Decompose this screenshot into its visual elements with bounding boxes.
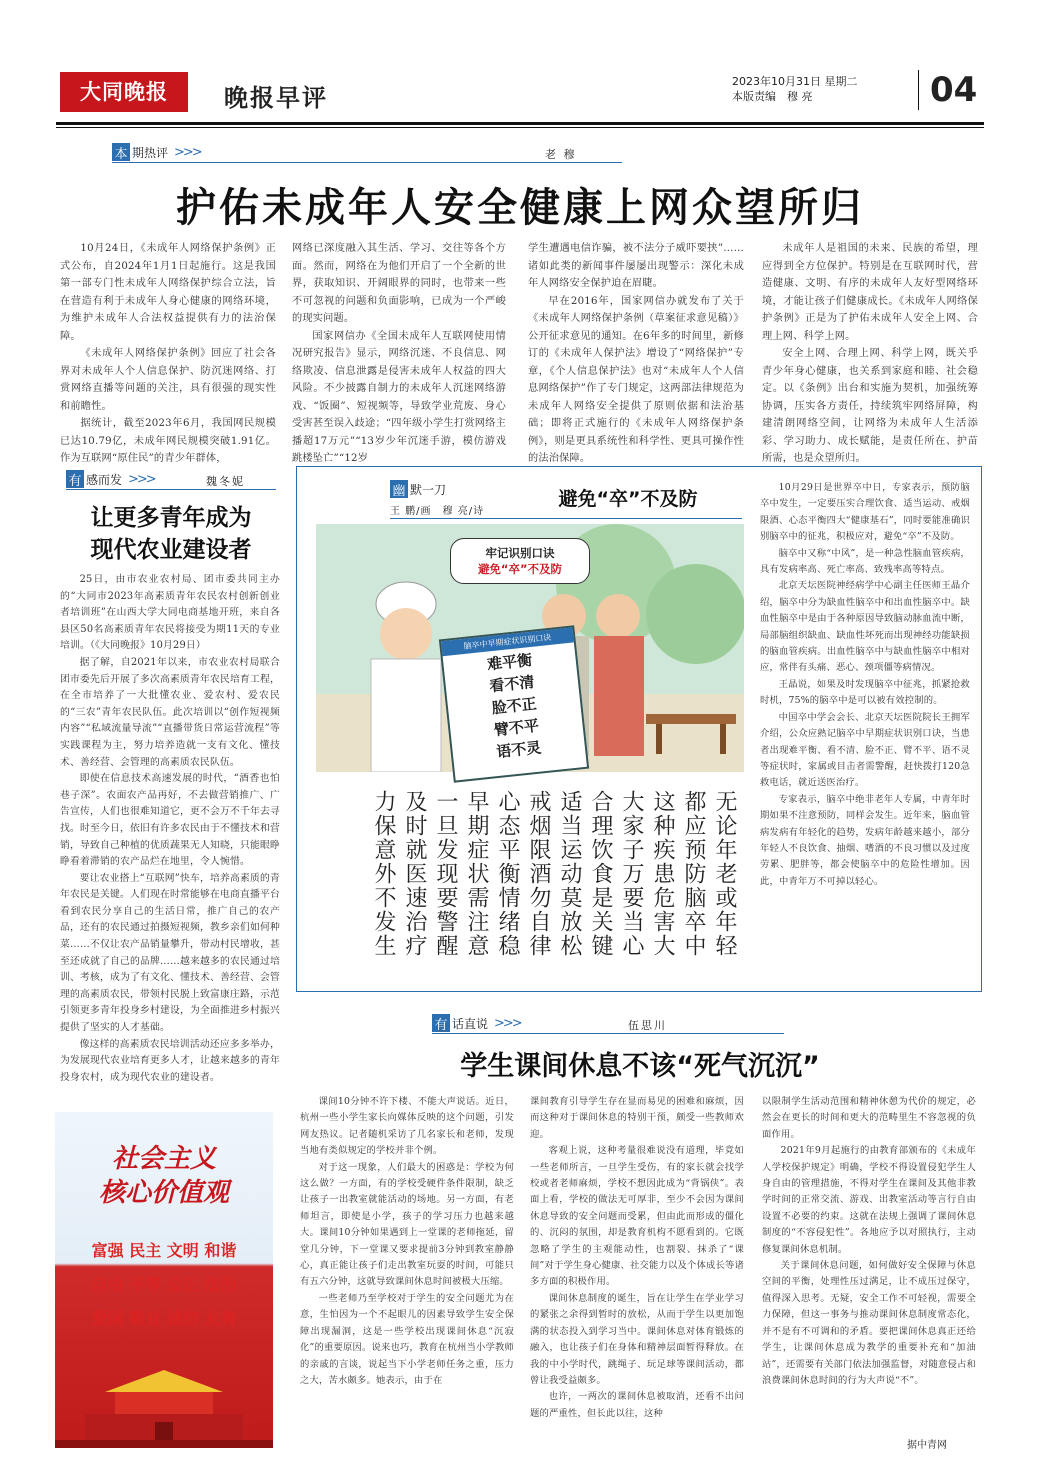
newspaper-logo: 大同晚报	[60, 72, 188, 112]
warning-sign: 脑卒中早期症状识别口诀 难平衡 看不清 脸不正 臂不平 语不灵	[439, 625, 589, 782]
article-body: 25日，由市农业农村局、团市委共同主办的“大同市2023年高素质青年农民农村创新创业者培训班”在山西大学大同电商基地开班，来自各县区50名高素质青年农民将接受为期11天的专业培训。（《大同晚报》10月29日） 据了解，自2021年以来，市农业农村局联合团市委先后开展了多次高素质青年农民培育工程，在全市培养了一大批懂农业、爱农村、爱农民的“三农”青年农民队伍。此次培训以“创作短视频内容”“私域流量导流”“直播带货日常运营流程”等实践课程为主，努力培养造就一支有文化、懂技术、善经营、会管理的高素质农民队伍。 即使在信息技术高速发展的时代，“酒香也怕巷子深”。农面农产品再好，不去做营销推广、广告宣传，人们也很难知道它，更不会万不千年去寻找。时至今日，依旧有许多农民由于不懂技术和营销，导致自己种植的优质蔬果无人知晓，只能眼睁睁看着滞销的农产品烂在地里，令人惋惜。 要让农业搭上“互联网”快车，培养高素质的青年农民是关键。人们现在时常能够在电商直播平台看到农民分享自己的生活日常，推广自己的农产品，还有的农民通过拍摄短视频，教乡亲们如何种菜……不仅让农产品销量攀升，带动村民增收，甚至还成就了自己的品牌……越来越多的农民通过培训、考核，成为了有文化、懂技术、善经营、会管理的高素质农民，带领村民脱上致富康庄路，示范引领更多青年投身乡村建设，为全面推进乡村振兴提供了坚实的人才基础。 像这样的高素质农民培训活动还应多多举办，为发展现代农业培育更多人才，让越来越多的青年投身农村，成为现代农业的建设者。	[60, 574, 280, 1083]
article-headline: 护佑未成年人安全健康上网众望所归	[176, 185, 864, 231]
article-column-1: 10月24日，《未成年人网络保护条例》正式公布，自2024年1月1日起施行。这是我国第一部专门性未成年人网络保护综合立法，旨在营造有利于未成年人身心健康的网络环境，为维护未成年人合法权益提供有力的法治保障。 《未成年人网络保护条例》回应了社会各界对未成年人个人信息保护、防沉迷网络、打赏网络直播等问题的关注，具有很强的现实性和前瞻性。 据统计，截至2023年6月，我国网民规模已达10.79亿，未成年网民规模突破1.91亿。作为互联网“原住民”的青少年群体，	[60, 243, 276, 464]
tag-underline	[66, 489, 276, 490]
chevron-right-icon: >>>	[174, 144, 201, 160]
article-column-2: 课间教育引导学生存在显而易见的困难和麻烦，因而这种对于课间休息的特别干预，颇受一些教师欢迎。 客观上说，这种考量很难说没有道理，毕竟如一些老师所言，一旦学生受伤，有的家长就会找学校或者老师麻烦，学校不想因此成为“背锅侠”。表面上看，学校的做法无可厚非，至少不会因为课间休息导致的安全问题而受累，但由此而形成的僵化的、沉闷的氛围，却是教育机构不愿看到的。它既忽略了学生的主观能动性，也割裂、抹杀了“课间”对于学生身心健康、社交能力以及个体成长等诸多方面的积极作用。 课间休息制度的诞生，旨在让学生在学业学习的紧张之余得到暂时的放松，从而于学生以更加饱满的状态投入到学习当中。课间休息对体育锻炼的融入，也让孩子们在身体和精神层面暂得释放。在我的中小学时代，跳绳子、玩足球等课间活动，都曾让我受益颇多。 也许，一两次的课间休息被取消，还看不出问题的严重性，但长此以往，这种	[530, 1096, 744, 1419]
poster-title-1: 社会主义	[111, 1144, 216, 1174]
divider	[918, 70, 919, 110]
article-author: 伍思川	[628, 1019, 667, 1032]
poster-row: 爱国 敬业 诚信 友善	[91, 1309, 237, 1328]
poster-title-2: 核心价值观	[98, 1178, 229, 1208]
column-tag: 幽 默一刀	[390, 480, 446, 498]
article-column-3: 以限制学生活动范围和精神休憩为代价的规定，必然会在更长的时间和更大的范畴里生不容忽视的负面作用。 2021年9月起施行的由教育部颁布的《未成年人学校保护规定》明确，学校不得设置侵犯学生人身自由的管理措施，不得对学生在课间及其他非教学时间的正常交流、游戏、出教室活动等言行自由设置不必要的约束。这就在法规上强调了课间休息制度的“不容侵犯性”。各地应予以对照执行，主动修复课间休息机制。 关于课间休息问题，如何做好安全保障与休息空间的平衡，处理性压过满足，让不成压过保守，值得深入思考。无疑，安全工作不可轻视，需要全力保障，但这一事务与推动课间休息制度常态化，并不是有不可调和的矛盾。要把课间休息真正还给学生，让课间休息成为教学的重要补充和“加油站”，还需要有关部门依法加强监督，对随意侵占和浪费课间休息时间的行为大声说“不”。	[762, 1096, 976, 1386]
poster-row: 自由 平等 公正 法治	[91, 1275, 237, 1294]
speech-bubble: 牢记识别口诀 避免“卒”不及防	[450, 538, 590, 584]
tag-underline	[112, 162, 622, 163]
page-editor: 本版责编 穆 亮	[732, 90, 813, 103]
article-author: 老 穆	[545, 148, 577, 161]
article-column-4: 未成年人是祖国的未来、民族的希望，理应得到全方位保护。特别是在互联网时代，营造健康、文明、有序的未成年人友好型网络环境，才能让孩子们健康成长。《未成年人网络保护条例》正是为了护佑未成年人安全上网、合理上网、科学上网。 安全上网、合理上网、科学上网，既关乎青少年身心健康，也关系到家庭和睦、社会稳定。以《条例》出台和实施为契机，加强统筹协调，压实各方责任，持续筑牢网络屏障，构建清朗网络空间，让网络为未成年人生活添彩、学习助力、成长赋能，是责任所在、护苗所需，也是众望所归。	[762, 243, 978, 464]
tag-underline	[432, 1033, 784, 1034]
column-tag: 有 话直说 >>>	[432, 1014, 521, 1032]
issue-info	[732, 74, 858, 104]
article-column-3: 学生遭遇电信诈骗，被不法分子威吓要挟”……诸如此类的新闻事件屡屡出现警示：深化未成年人网络安全保护迫在眉睫。 早在2016年，国家网信办就发布了关于《未成年人网络保护条例（草案征求意见稿）》公开征求意见的通知。在6年多的时间里，新修订的《未成年人保护法》增设了“网络保护”专章，《个人信息保护法》也对“未成年人个人信息网络保护”作了专门规定，这两部法律规范为未成年人网络安全提供了原则依据和法治基础；即将正式施行的《未成年人网络保护条例》，则是更具系统性和科学性、更具可操作性的法治保障。	[528, 243, 744, 464]
cartoon-credits: 王 鹏/画 穆 亮/诗	[390, 506, 485, 517]
cartoon-title: 避免“卒”不及防	[558, 488, 698, 510]
chevron-right-icon: >>>	[128, 471, 155, 487]
health-article: 10月29日是世界卒中日，专家表示，预防脑卒中发生，一定要压实合理饮食、适当运动、戒烟限酒、心态平衡四大“健康基石”，同时要能准确识别脑卒中的征兆，积极应对，避免“卒”不及防。 脑卒中又称“中风”，是一种急性脑血管疾病，具有发病率高、死亡率高、致残率高等特点。 北京天坛医院神经病学中心副主任医师王晶介绍，脑卒中分为缺血性脑卒中和出血性脑卒中。缺血性脑卒中是由于各种原因导致脑动脉血流中断，局部脑组织缺血、缺血性坏死而出现神经功能缺损的脑血管疾病。出血性脑卒中与缺血性脑卒中相对应，常伴有头痛、恶心、颈项僵等病情况。 王晶说，如果及时发现脑卒中征兆，抓紧抢救时机，75%的脑卒中是可以被有效控制的。 中国卒中学会会长、北京天坛医院院长王拥军介绍，公众应熟记脑卒中早期症状识别口诀，当患者出现难平衡、看不清、脸不正、臂不平、语不灵等症状时，家属或目击者需警醒，赶快拨打120急救电话，就近送医治疗。 专家表示，脑卒中绝非老年人专属，中青年时期如果不注意预防，同样会发生。近年来，脑血管病发病有年轻化的趋势，发病年龄越来越小，部分年轻人不良饮食、抽烟、嗜酒的不良习惯以及过度劳累、肥胖等，都会使脑卒中的危险性增加。因此，中青年万不可掉以轻心。	[760, 482, 970, 887]
article-column-2: 网络已深度融入其生活、学习、交往等各个方面。然而，网络在为他们开启了一个全新的世界，获取知识、开阔眼界的同时，也带来一些不可忽视的问题和负面影响，已成为一个严峻的现实问题。 国家网信办《全国未成年人互联网使用情况研究报告》显示，网络沉迷、不良信息、网络欺凌、信息泄露是侵害未成年人权益的四大风险。不少披露自制力的未成年人沉迷网络游戏、“饭圈”、短视频等，导致学业荒废、身心受害甚至误入歧途；“四年级小学生打赏网络主播超17万元”“13岁少年沉迷手游，模仿游戏跳楼坠亡”“12岁	[292, 243, 506, 464]
column-tag: 有 感而发 >>>	[66, 470, 155, 488]
divider	[390, 518, 742, 519]
column-tag-box: 本	[112, 143, 130, 161]
article-source: 据中青网	[905, 1436, 949, 1451]
masthead-rule	[56, 122, 984, 125]
masthead-rule-thin	[56, 127, 984, 128]
column-tag	[112, 143, 201, 161]
poster-row: 富强 民主 文明 和谐	[91, 1241, 237, 1260]
column-tag-label: 期热评	[132, 145, 169, 160]
cartoon-poem: 无论年老或年轻 都应预防脑卒中 这种疾患危害大 大家子万要当心 合理饮食是关键 适当运动莫放松 戒烟限酒勿自律 心态平衡情绪稳 早期症状需注意 一旦发现要警醒 及时就医速治疗 力保意外不发生	[371, 790, 737, 958]
article-author: 魏冬妮	[206, 475, 245, 488]
chevron-right-icon: >>>	[494, 1015, 521, 1031]
article-headline: 让更多青年成为 现代农业建设者	[90, 505, 252, 563]
section-title: 晚报早评	[224, 83, 328, 112]
values-poster	[55, 1112, 273, 1448]
page-number: 04	[930, 70, 978, 110]
article-column-1: 课间10分钟不许下楼、不能大声说话。近日，杭州一些小学生家长向媒体反映的这个问题，引发网友热议。记者随机采访了几名家长和老师，发现当地有类似规定的学校并非个例。 对于这一现象，人们最大的困惑是：学校为何这么做？一方面，有的学校受硬件条件限制，缺乏让孩子一出教室就能活动的场地。另一方面，有老师坦言，即使是小学，孩子的学习压力也越来越大。课间10分钟如果遇到上一堂课的老师拖延，留堂几分钟，下一堂课又要求提前3分钟到教室静静心，真正能让孩子们走出教室玩耍的时间，可能只有五六分钟，这就导致课间休息时间被极大压缩。 一些老师乃至学校对于学生的安全问题尤为在意，生怕因为一个不起眼儿的因素导致学生安全保障出现漏洞，这是一些学校出现课间休息“沉寂化”的重要原因。说来也巧，教育在杭州当小学教师的亲戚的言谈，说起当下小学老师任务之重，压力之大，苦水颇多。她表示，由于在	[300, 1096, 514, 1386]
tiananmen-illustration	[55, 1352, 273, 1448]
article-headline: 学生课间休息不该“死气沉沉”	[460, 1051, 820, 1082]
issue-date: 2023年10月31日 星期二	[732, 75, 858, 88]
